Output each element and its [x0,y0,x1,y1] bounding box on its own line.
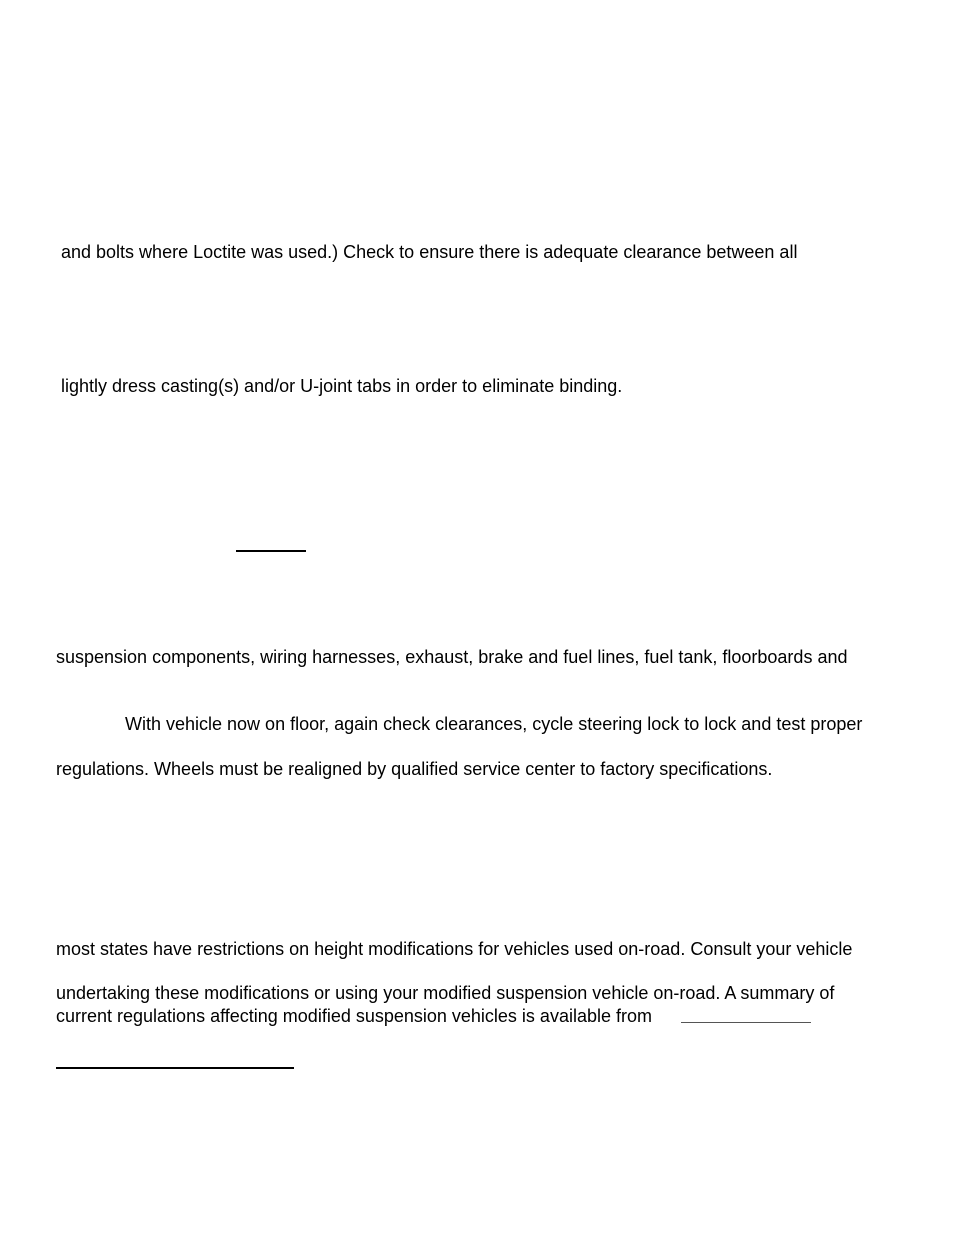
underline-blank-2 [681,1022,811,1023]
text-line-7: undertaking these modifications or using your modified suspension vehicle on-road. A summary of [56,983,835,1003]
text-line-1: and bolts where Loctite was used.) Check to ensure there is adequate clearance between all [61,242,798,262]
underline-blank-1 [236,550,306,552]
text-line-4: With vehicle now on floor, again check clearances, cycle steering lock to lock and test proper [125,714,863,734]
text-line-8: current regulations affecting modified suspension vehicles is available from [56,1006,652,1026]
text-line-6: most states have restrictions on height modifications for vehicles used on-road. Consult your vehicle [56,939,853,959]
text-line-2: lightly dress casting(s) and/or U-joint tabs in order to eliminate binding. [61,376,623,396]
text-line-5: regulations. Wheels must be realigned by qualified service center to factory specifications. [56,759,773,779]
text-line-3: suspension components, wiring harnesses, exhaust, brake and fuel lines, fuel tank, floorboards and [56,647,848,667]
footnote-separator [56,1067,294,1069]
